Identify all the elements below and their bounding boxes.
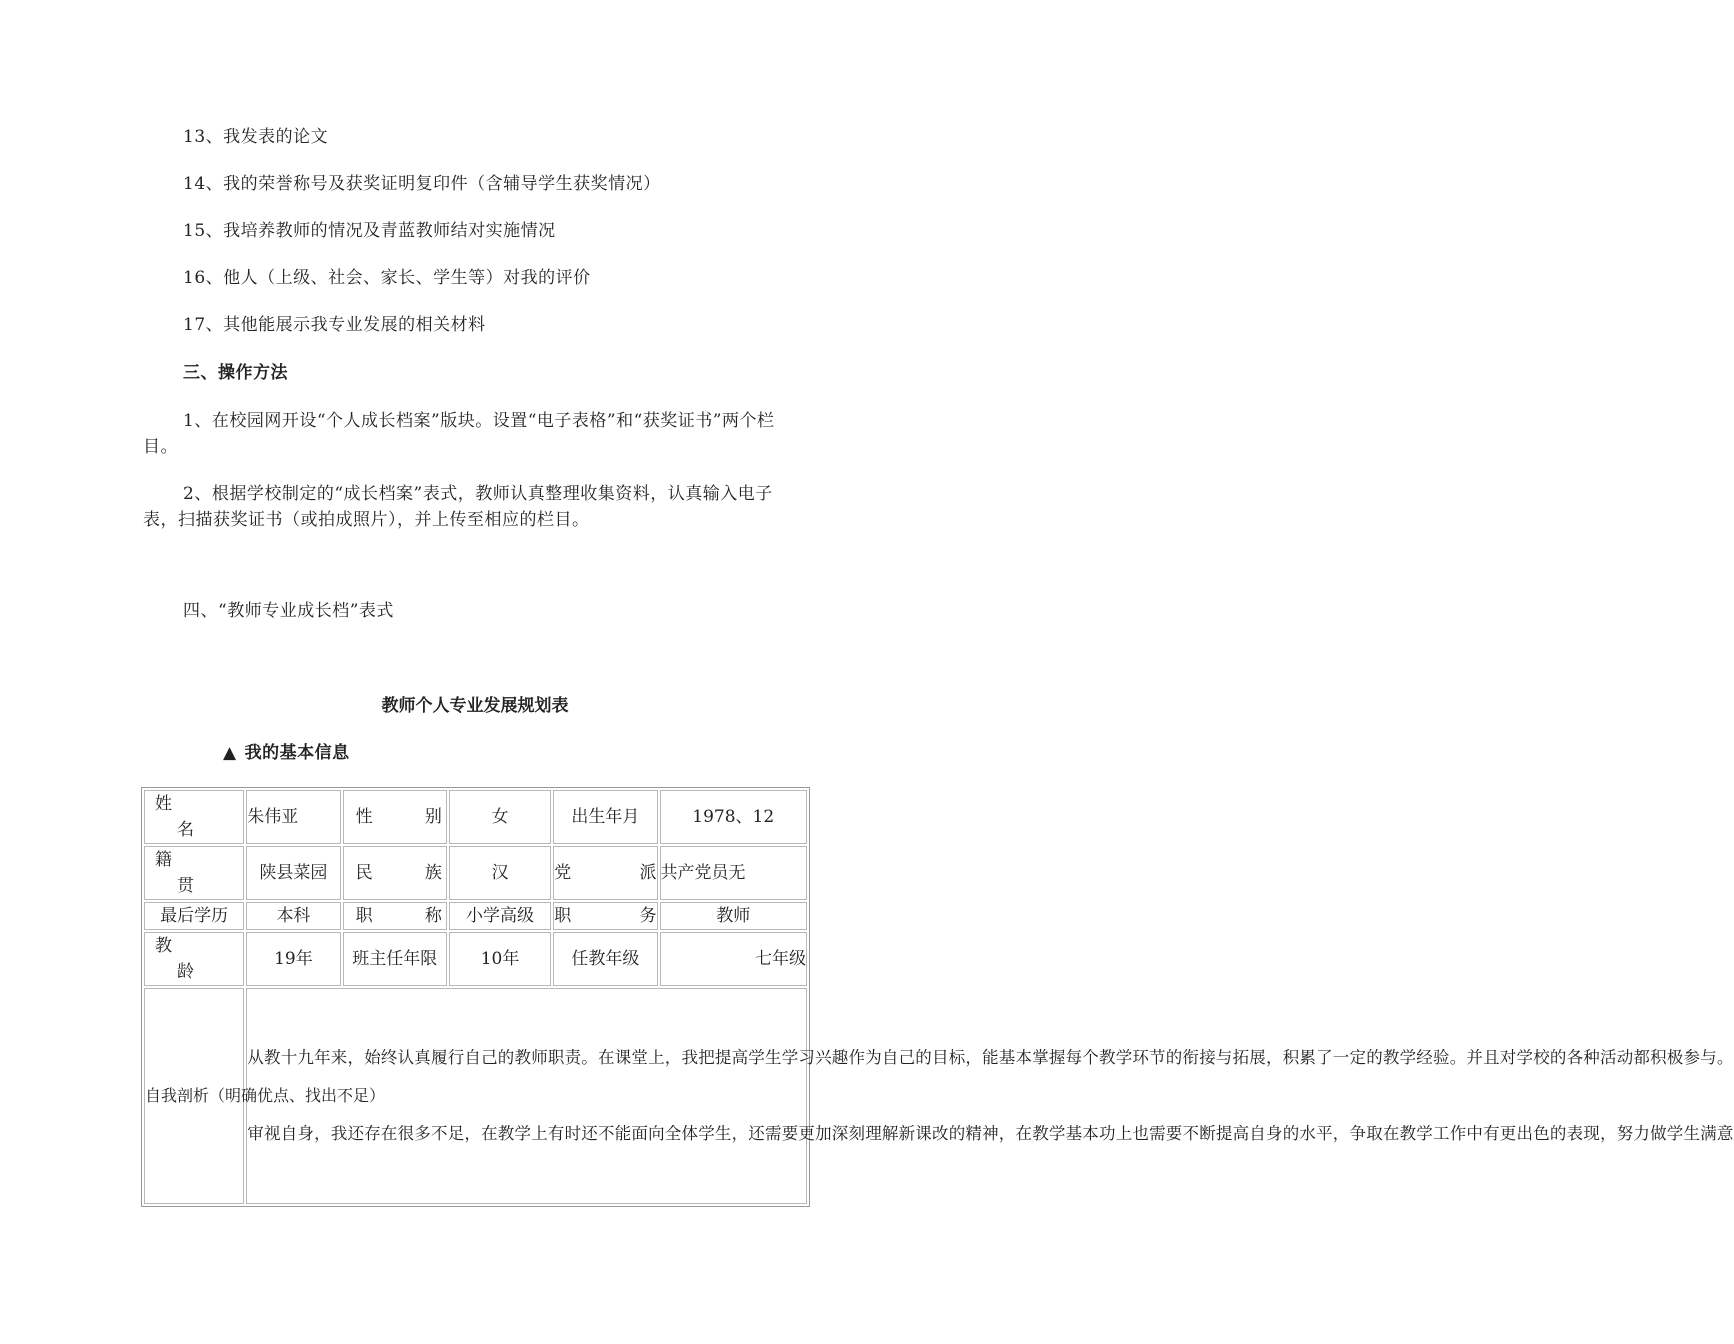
grade-label: 任教年级 bbox=[553, 932, 657, 986]
grade-value: 七年级 bbox=[660, 932, 807, 986]
table-row bbox=[144, 988, 807, 1204]
list-item-15: 15、我培养教师的情况及青蓝教师结对实施情况 bbox=[183, 221, 556, 241]
section-3-heading: 三、操作方法 bbox=[183, 363, 288, 383]
gender-value: 女 bbox=[449, 790, 551, 844]
section-3-paragraph-2: 2、根据学校制定的“成长档案”表式，教师认真整理收集资料，认真输入电子表，扫描获奖证书（或拍成照片），并上传至相应的栏目。 bbox=[143, 484, 773, 530]
head-teacher-value: 10年 bbox=[449, 932, 551, 986]
party-label-part: 派 bbox=[639, 863, 657, 883]
table-row bbox=[144, 846, 807, 900]
duty-label-part: 务 bbox=[639, 906, 657, 926]
section-4-heading: 四、“教师专业成长档”表式 bbox=[183, 601, 394, 621]
head-teacher-label: 班主任年限 bbox=[343, 932, 447, 986]
ethnic-label-cell bbox=[343, 846, 447, 900]
name-label-cell bbox=[144, 790, 244, 844]
teaching-age-value: 19年 bbox=[246, 932, 340, 986]
self-analysis-weaknesses: 审视自身，我还存在很多不足，在教学上有时还不能面向全体学生，还需要更加深刻理解新课改的精神，在教学基本功上也需要不断提高自身的水平，争取在教学工作中有更出色的表现，努力做学生满意 bbox=[247, 1124, 1734, 1143]
ethnic-label-part: 族 bbox=[424, 863, 442, 883]
duty-label-part: 职 bbox=[554, 906, 572, 926]
native-label-cell bbox=[144, 846, 244, 900]
name-value: 朱伟亚 bbox=[246, 790, 340, 844]
ethnic-label-part: 民 bbox=[355, 863, 373, 883]
ethnic-value: 汉 bbox=[449, 846, 551, 900]
list-item-14: 14、我的荣誉称号及获奖证明复印件（含辅导学生获奖情况） bbox=[183, 174, 661, 194]
name-label-part: 名 bbox=[177, 820, 194, 840]
gender-label-part: 别 bbox=[424, 807, 442, 827]
title-value: 小学高级 bbox=[449, 902, 551, 930]
title-label-part: 称 bbox=[424, 906, 442, 926]
table-title: 教师个人专业发展规划表 bbox=[381, 696, 569, 716]
basic-info-heading bbox=[143, 740, 807, 766]
duty-value: 教师 bbox=[660, 902, 807, 930]
party-label-part: 党 bbox=[554, 863, 572, 883]
self-analysis-strengths: 从教十九年来，始终认真履行自己的教师职责。在课堂上，我把提高学生学习兴趣作为自己的目标，能基本掌握每个教学环节的衔接与拓展，积累了一定的教学经验。并且对学校的各种活动都积极参与。 bbox=[247, 1048, 1734, 1067]
native-value: 陕县菜园 bbox=[246, 846, 340, 900]
teaching-age-label-part: 龄 bbox=[177, 962, 194, 982]
name-label-part: 姓 bbox=[155, 794, 172, 814]
list-item-16: 16、他人（上级、社会、家长、学生等）对我的评价 bbox=[183, 268, 591, 288]
list-item-13: 13、我发表的论文 bbox=[183, 127, 329, 147]
basic-info-heading-text: 我的基本信息 bbox=[244, 743, 350, 763]
native-label-part: 籍 bbox=[155, 850, 172, 870]
duty-label-cell bbox=[553, 902, 657, 930]
title-label-cell bbox=[343, 902, 447, 930]
title-label-part: 职 bbox=[355, 906, 373, 926]
table-row bbox=[144, 790, 807, 844]
teaching-age-label-part: 教 bbox=[155, 936, 172, 956]
gender-label-part: 性 bbox=[355, 807, 373, 827]
birth-label: 出生年月 bbox=[553, 790, 657, 844]
party-label-cell bbox=[553, 846, 657, 900]
table-row bbox=[144, 902, 807, 930]
party-value: 共产党员无 bbox=[660, 846, 807, 900]
gender-label-cell bbox=[343, 790, 447, 844]
self-analysis-label: 自我剖析（明确优点、找出不足） bbox=[144, 988, 244, 1204]
basic-info-table bbox=[141, 787, 1734, 1207]
list-item-17: 17、其他能展示我专业发展的相关材料 bbox=[183, 315, 486, 335]
triangle-icon: ▲ bbox=[223, 743, 237, 763]
section-3-paragraph-1: 1、在校园网开设“个人成长档案”版块。设置“电子表格”和“获奖证书”两个栏目。 bbox=[143, 411, 775, 457]
education-label: 最后学历 bbox=[144, 902, 244, 930]
birth-value: 1978、12 bbox=[660, 790, 807, 844]
native-label-part: 贯 bbox=[177, 876, 194, 896]
education-value: 本科 bbox=[246, 902, 340, 930]
teaching-age-label-cell bbox=[144, 932, 244, 986]
table-row bbox=[144, 932, 807, 986]
